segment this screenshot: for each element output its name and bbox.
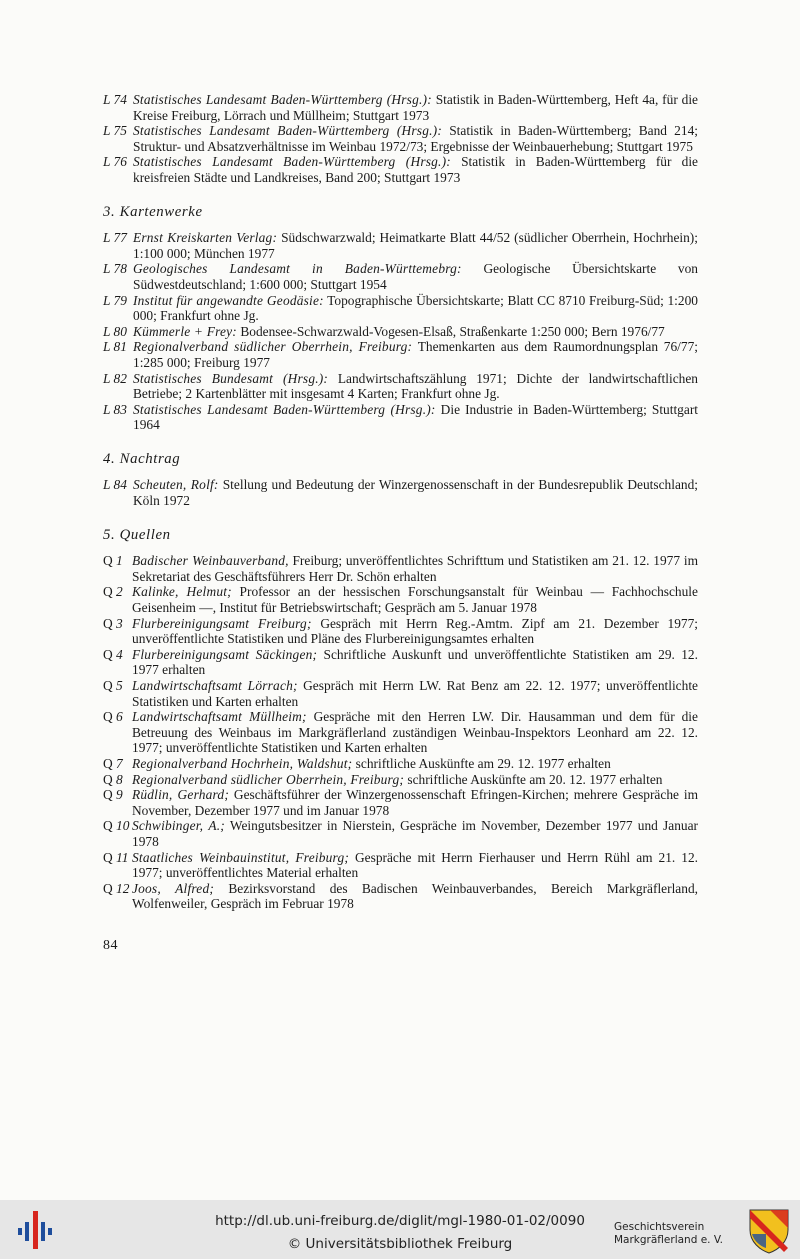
- entry-code: [103, 756, 123, 772]
- bibliography-entry: [103, 293, 698, 324]
- entry-code: [103, 772, 123, 788]
- source-entry: [103, 850, 698, 881]
- entry-text: Geologische Übersichtskarte von Südwestdeutschland; 1:600 000; Stuttgart 1954: [133, 261, 699, 292]
- source-entry: [103, 772, 698, 788]
- entry-text: Gespräche mit Herrn Fierhauser und Herrn Rühl am 21. 12. 1977; unveröffentlichtes Material erhalten: [132, 849, 698, 881]
- entry-letter: Q: [103, 678, 113, 693]
- addendum-list: [103, 477, 698, 508]
- entry-code: L 79: [103, 292, 127, 308]
- entry-text: Schriftliche Auskunft und unveröffentlichte Statistiken am 29. 12. 1977 erhalten: [132, 646, 698, 678]
- entry-letter: Q: [103, 553, 113, 569]
- entry-number: 7: [116, 755, 123, 771]
- source-entry: [103, 787, 698, 818]
- entry-letter: Q: [103, 818, 113, 834]
- entry-number: 1: [116, 553, 123, 569]
- entry-text: Geschäftsführer der Winzergenossenschaft Efringen-Kirchen; mehrere Gespräche im November, Dezember 1977 und im Januar 1978: [132, 787, 698, 818]
- entry-code: L 82: [103, 370, 127, 386]
- literature-list-continued: [103, 92, 698, 186]
- entry-text: Bezirksvorstand des Badischen Weinbauverbandes, Bereich Markgräflerland, Wolfenweiler, Gespräch im Februar 1978: [132, 880, 698, 912]
- entry-number: 6: [116, 709, 123, 725]
- entry-letter: Q: [103, 771, 113, 787]
- entry-code: L 78: [103, 261, 127, 277]
- entry-code: [103, 678, 123, 694]
- copyright-notice: © Universitätsbibliothek Freiburg: [287, 1236, 513, 1252]
- entry-number: 8: [116, 771, 123, 787]
- entry-text: Professor an der hessischen Forschungsanstalt für Weinbau — Fachhochschule Geisenheim —, Institut für Betriebswirtschaft; Gespräch am 5. Januar 1978: [132, 584, 698, 616]
- entry-author: Rüdlin, Gerhard;: [132, 787, 229, 803]
- entry-number: 12: [116, 880, 130, 896]
- entry-text: Landwirtschaftszählung 1971; Dichte der landwirtschaftlichen Betriebe; 2 Kartenblätter mit insgesamt 4 Karten; Frankfurt ohne Jg.: [133, 370, 699, 402]
- entry-text: Statistik in Baden-Württemberg, Heft 4a, für die Kreise Freiburg, Lörrach und Müllheim; Stuttgart 1973: [133, 92, 698, 123]
- viewer-footer: [0, 1200, 800, 1259]
- entry-text: Statistik in Baden-Württemberg für die kreisfreien Städte und Landkreises, Band 200; Stuttgart 1973: [133, 154, 698, 185]
- entry-number: 2: [116, 584, 123, 600]
- entry-author: Statistisches Landesamt Baden-Württemberg (Hrsg.):: [133, 154, 451, 170]
- entry-text: schriftliche Auskünfte am 20. 12. 1977 erhalten: [407, 771, 663, 787]
- section-title-addendum: 4. Nachtrag: [103, 450, 181, 467]
- entry-text: Die Industrie in Baden-Württemberg; Stuttgart 1964: [133, 401, 698, 433]
- source-entry: [103, 709, 698, 756]
- bibliography-entry: [103, 230, 698, 261]
- entry-letter: Q: [103, 584, 113, 600]
- permalink-url[interactable]: http://dl.ub.uni-freiburg.de/diglit/mgl-1980-01-02/0090: [215, 1213, 585, 1229]
- entry-author: Kümmerle + Frey:: [133, 323, 237, 339]
- entry-code: L 81: [103, 339, 127, 355]
- source-entry: [103, 616, 698, 647]
- entry-code: [103, 881, 129, 897]
- entry-author: Regionalverband südlicher Oberrhein, Freiburg:: [133, 339, 413, 355]
- bibliography-entry: [103, 402, 698, 433]
- bibliography-entry: [103, 92, 698, 123]
- entry-author: Landwirtschaftsamt Lörrach;: [132, 678, 298, 693]
- society-name: [614, 1221, 723, 1247]
- bibliography-entry: [103, 123, 698, 154]
- page-number: 84: [103, 937, 118, 953]
- entry-letter: Q: [103, 615, 113, 631]
- entry-author: Institut für angewandte Geodäsie:: [133, 292, 324, 308]
- entry-letter: Q: [103, 787, 113, 803]
- entry-letter: Q: [103, 755, 113, 771]
- source-entry: [103, 881, 698, 912]
- entry-text: Gespräch mit Herrn Reg.-Amtm. Zipf am 21. Dezember 1977; unveröffentlichte Statistiken und Pläne des Flurbereinigungsamtes erhalten: [132, 615, 699, 647]
- entry-author: Regionalverband Hochrhein, Waldshut;: [132, 755, 353, 771]
- entry-author: Flurbereinigungsamt Freiburg;: [132, 615, 312, 631]
- entry-code: [103, 584, 123, 600]
- entry-number: 10: [116, 818, 130, 834]
- entry-text: schriftliche Auskünfte am 29. 12. 1977 erhalten: [355, 755, 611, 771]
- bibliography-entry: [103, 154, 698, 185]
- entry-author: Statistisches Landesamt Baden-Württemberg (Hrsg.):: [133, 92, 432, 107]
- entry-number: 4: [116, 646, 123, 662]
- entry-author: Scheuten, Rolf:: [133, 477, 219, 493]
- entry-author: Ernst Kreiskarten Verlag:: [133, 230, 278, 246]
- entry-code: [103, 647, 123, 663]
- entry-text: Freiburg; unveröffentlichtes Schrifttum und Statistiken am 21. 12. 1977 im Sekretariat des Geschäftsführers Herr Dr. Schön erhalten: [132, 553, 698, 584]
- entry-text: Statistik in Baden-Württemberg; Band 214; Struktur- und Absatzverhältnisse im Weinbau 1972/73; Ergebnisse der Weinbauerhebung; Stuttgart 1975: [133, 123, 698, 154]
- entry-text: Stellung und Bedeutung der Winzergenossenschaft in der Bundesrepublik Deutschland; Köln 1972: [133, 477, 698, 509]
- entry-author: Badischer Weinbauverband,: [132, 553, 289, 569]
- bibliography-entry: [103, 339, 698, 370]
- entry-author: Schwibinger, A.;: [132, 818, 225, 834]
- source-entry: [103, 756, 698, 772]
- entry-author: Kalinke, Helmut;: [132, 584, 232, 600]
- entry-code: L 77: [103, 230, 127, 246]
- entry-letter: Q: [103, 880, 113, 896]
- entry-number: 3: [116, 615, 123, 631]
- entry-author: Joos, Alfred;: [132, 880, 215, 896]
- section-title-maps: 3. Kartenwerke: [103, 203, 203, 220]
- entry-text: Topographische Übersichtskarte; Blatt CC 8710 Freiburg-Süd; 1:200 000; Frankfurt ohne Jg.: [133, 292, 698, 324]
- bibliography-entry: [103, 324, 698, 340]
- entry-text: Weingutsbesitzer in Nierstein, Gespräche im November, Dezember 1977 und Januar 1978: [132, 818, 698, 849]
- entry-author: Statistisches Bundesamt (Hrsg.):: [133, 370, 329, 386]
- entry-code: [103, 850, 128, 866]
- entry-author: Statistisches Landesamt Baden-Württemberg (Hrsg.):: [133, 401, 436, 417]
- entry-code: L 76: [103, 154, 127, 170]
- bibliography-entry: [103, 261, 698, 292]
- bibliography-content: [103, 92, 698, 954]
- entry-code: L 84: [103, 477, 127, 493]
- entry-letter: Q: [103, 709, 113, 725]
- entry-author: Staatliches Weinbauinstitut, Freiburg;: [132, 849, 350, 865]
- entry-text: Themenkarten aus dem Raumordnungsplan 76/77; 1:285 000; Freiburg 1977: [133, 339, 699, 370]
- entry-code: [103, 787, 123, 803]
- entry-text: Bodensee-Schwarzwald-Vogesen-Elsaß, Straßenkarte 1:250 000; Bern 1976/77: [240, 323, 665, 339]
- entry-letter: Q: [103, 646, 113, 662]
- entry-text: Gespräch mit Herrn LW. Rat Benz am 22. 12. 1977; unveröffentlichte Statistiken und Karten erhalten: [132, 678, 698, 709]
- bibliography-entry: [103, 477, 698, 508]
- entry-code: L 74: [103, 92, 127, 107]
- society-name-line1: Geschichtsverein: [614, 1221, 705, 1233]
- source-entry: [103, 678, 698, 709]
- entry-author: Landwirtschaftsamt Müllheim;: [132, 709, 307, 725]
- entry-code: [103, 818, 129, 834]
- section-title-sources: 5. Quellen: [103, 526, 171, 543]
- entry-number: 11: [116, 849, 129, 865]
- source-entry: [103, 584, 698, 615]
- source-entry: [103, 818, 698, 849]
- maps-list: [103, 230, 698, 433]
- entry-code: [103, 709, 123, 725]
- entry-code: [103, 616, 123, 632]
- entry-code: L 75: [103, 123, 127, 139]
- entry-letter: Q: [103, 849, 113, 865]
- source-entry: [103, 647, 698, 678]
- sources-list: [103, 553, 698, 912]
- university-library-logo-icon: [16, 1211, 56, 1249]
- entry-code: L 80: [103, 323, 127, 339]
- entry-author: Geologisches Landesamt in Baden-Württemebrg:: [133, 261, 462, 277]
- entry-author: Flurbereinigungsamt Säckingen;: [132, 646, 318, 662]
- bibliography-entry: [103, 371, 698, 402]
- entry-author: Statistisches Landesamt Baden-Württemberg (Hrsg.):: [133, 123, 442, 139]
- society-name-line2: Markgräflerland e. V.: [614, 1234, 724, 1246]
- entry-text: Südschwarzwald; Heimatkarte Blatt 44/52 (südlicher Oberrhein, Hochrhein); 1:100 000; München 1977: [133, 230, 698, 261]
- source-entry: [103, 553, 698, 584]
- entry-number: 5: [116, 678, 123, 693]
- entry-code: L 83: [103, 401, 127, 417]
- entry-text: Gespräche mit den Herren LW. Dir. Hausamman und dem für die Betreuung des Weinbaus im Markgräflerland zuständigen Weinbau-Inspektors Leonhard am 22. 12. 1977; unveröffentlichte Statistiken und Karten erhalten: [132, 709, 698, 756]
- entry-author: Regionalverband südlicher Oberrhein, Freiburg;: [132, 771, 405, 787]
- coat-of-arms-icon: [748, 1208, 790, 1254]
- entry-code: [103, 553, 123, 569]
- entry-number: 9: [116, 787, 123, 803]
